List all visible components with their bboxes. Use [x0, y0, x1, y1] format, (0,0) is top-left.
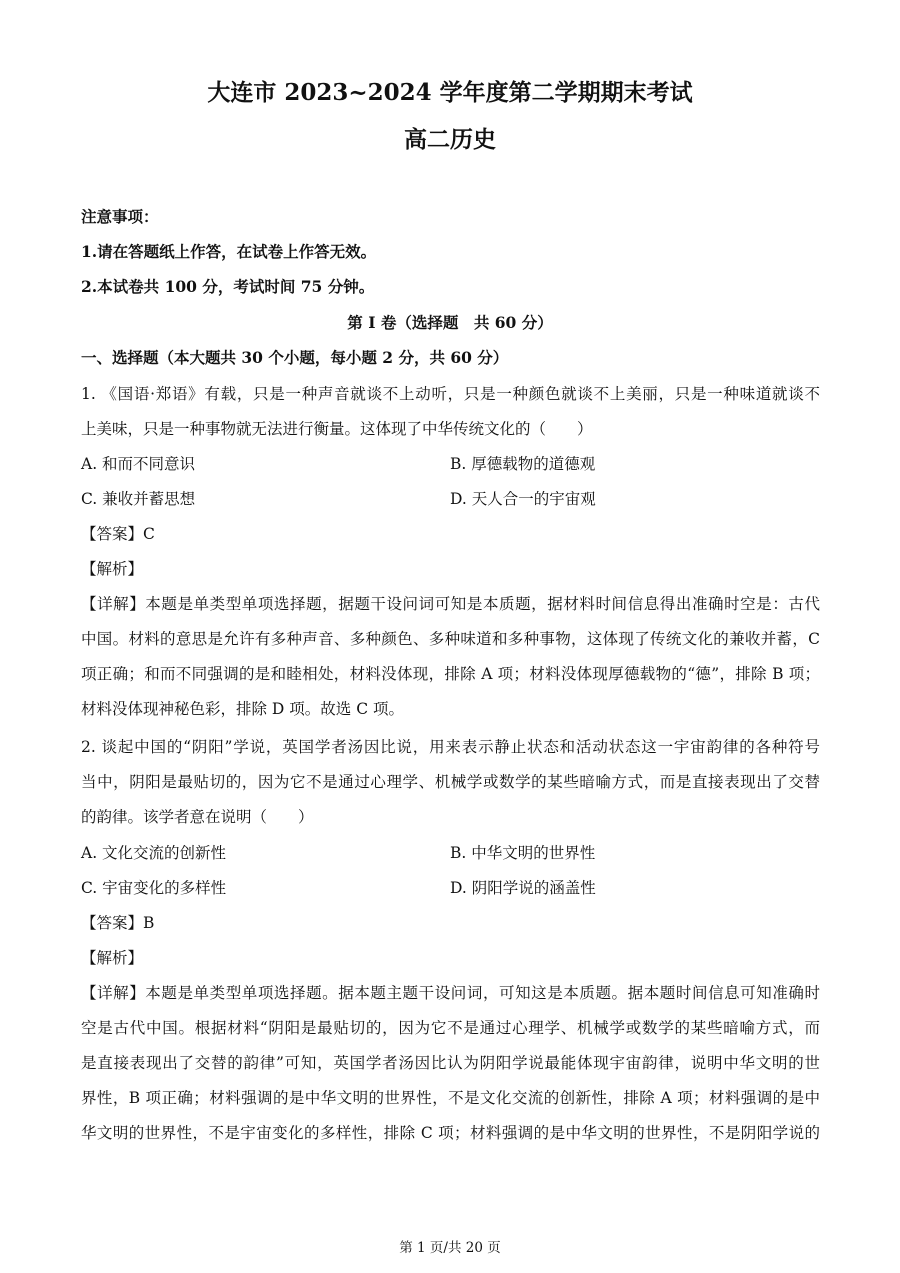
question-2-analysis-label: 【解析】	[81, 949, 144, 967]
question-2-detail-line-1: 【详解】本题是单类型单项选择题。据本题主题干设问词，可知这是本质题。据本题时间信息可知准确时	[81, 984, 820, 1002]
notice-heading: 注意事项：	[81, 207, 159, 226]
question-2-stem-line-1: 2. 谈起中国的“阴阳”学说，英国学者汤因比说，用来表示静止状态和活动状态这一宇宙韵律的各种符号	[81, 738, 820, 756]
question-1-option-d: D. 天人合一的宇宙观	[450, 490, 596, 508]
exam-subtitle: 高二历史	[404, 126, 496, 153]
question-2-detail-line-3: 是直接表现出了交替的韵律”可知，英国学者汤因比认为阴阳学说最能体现宇宙韵律，说明中华文明的世	[81, 1054, 820, 1072]
page-number: 第 1 页/共 20 页	[399, 1240, 501, 1256]
question-1-stem-line-2: 上美味，只是一种事物就无法进行衡量。这体现了中华传统文化的（ ）	[81, 420, 593, 438]
question-2-detail-line-4: 界性，B 项正确；材料强调的是中华文明的世界性，不是文化交流的创新性，排除 A 项；材料强调的是中	[81, 1089, 820, 1107]
question-2-answer: 【答案】B	[81, 914, 155, 932]
question-1-option-b: B. 厚德载物的道德观	[450, 455, 596, 473]
question-2-detail-line-2: 空是古代中国。根据材料“阴阳是最贴切的，因为它不是通过心理学、机械学或数学的某些暗喻方式，而	[81, 1019, 820, 1037]
question-1-stem-line-1: 1. 《国语·郑语》有载，只是一种声音就谈不上动听，只是一种颜色就谈不上美丽，只是一种味道就谈不	[81, 385, 820, 403]
question-2-option-b: B. 中华文明的世界性	[450, 844, 596, 862]
question-2-option-d: D. 阴阳学说的涵盖性	[450, 879, 596, 897]
question-1-answer: 【答案】C	[81, 525, 155, 543]
notice-item-1: 1.请在答题纸上作答，在试卷上作答无效。	[81, 242, 377, 261]
question-1-detail-line-4: 材料没体现神秘色彩，排除 D 项。故选 C 项。	[81, 700, 404, 718]
question-1-option-a: A. 和而不同意识	[81, 455, 196, 473]
question-2-stem-line-3: 的韵律。该学者意在说明（ ）	[81, 808, 314, 826]
question-2-stem-line-2: 当中，阴阳是最贴切的，因为它不是通过心理学、机械学或数学的某些暗喻方式，而是直接表现出了交替	[81, 773, 820, 791]
section-heading: 一、选择题（本大题共 30 个小题，每小题 2 分，共 60 分）	[81, 348, 509, 367]
notice-item-2: 2.本试卷共 100 分，考试时间 75 分钟。	[81, 277, 375, 296]
question-1-analysis-label: 【解析】	[81, 560, 144, 578]
exam-title: 大连市 2023~2024 学年度第二学期期末考试	[207, 79, 693, 106]
question-2-option-a: A. 文化交流的创新性	[81, 844, 227, 862]
question-1-detail-line-2: 中国。材料的意思是允许有多种声音、多种颜色、多种味道和多种事物，这体现了传统文化的兼收并蓄，C	[81, 630, 820, 648]
question-1-detail-line-3: 项正确；和而不同强调的是和睦相处，材料没体现，排除 A 项；材料没体现厚德载物的“德”，排除 B 项；	[81, 665, 820, 683]
question-2-detail-line-5: 华文明的世界性，不是宇宙变化的多样性，排除 C 项；材料强调的是中华文明的世界性，不是阴阳学说的	[81, 1124, 820, 1142]
question-1-option-c: C. 兼收并蓄思想	[81, 490, 196, 508]
question-1-detail-line-1: 【详解】本题是单类型单项选择题，据题干设问词可知是本质题，据材料时间信息得出准确时空是：古代	[81, 595, 820, 613]
question-2-option-c: C. 宇宙变化的多样性	[81, 879, 227, 897]
volume-heading: 第 I 卷（选择题 共 60 分）	[347, 313, 553, 332]
